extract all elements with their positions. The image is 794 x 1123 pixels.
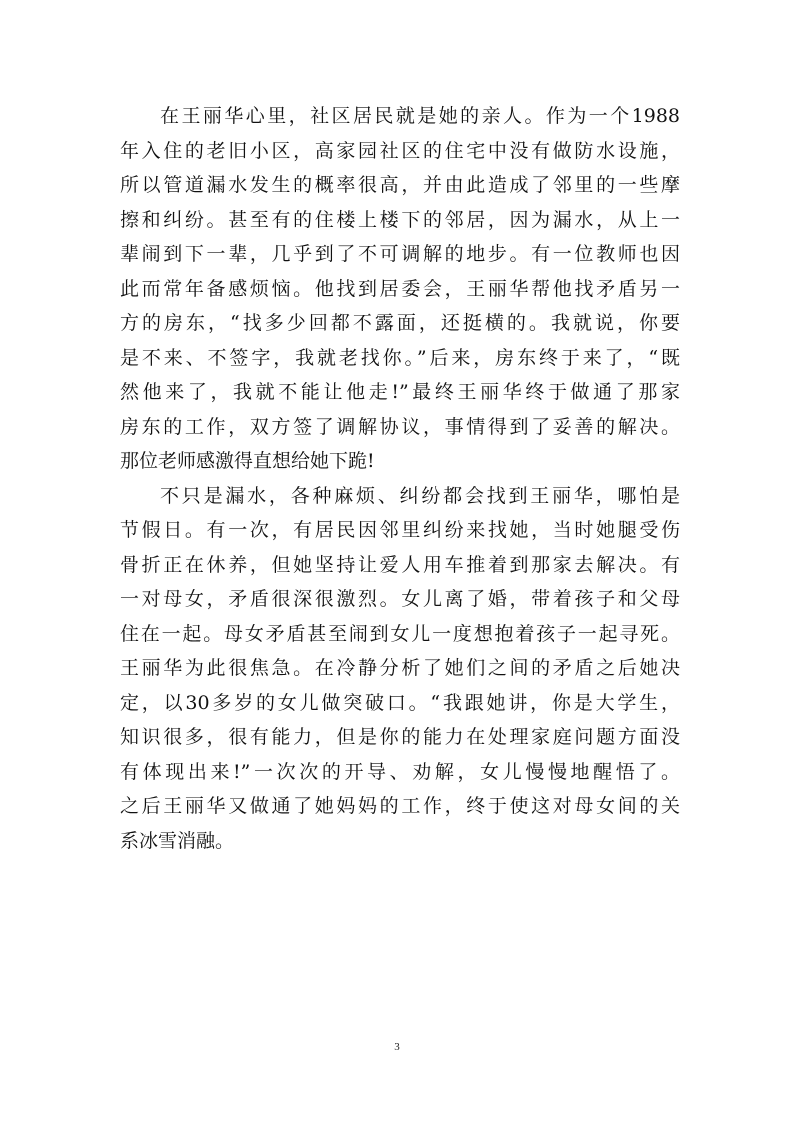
paragraph-2-line-7: 定，以30多岁的女儿做突破口。“我跟她讲，你是大学生，	[120, 691, 680, 714]
paragraph-1-line-2: 年入住的老旧小区，高家园社区的住宅中没有做防水设施，	[120, 139, 680, 162]
paragraph-2-line-8: 知识很多，很有能力，但是你的能力在处理家庭问题方面没	[120, 726, 680, 748]
paragraph-1-line-10: 房东的工作，双方签了调解协议，事情得到了妥善的解决。	[120, 415, 680, 438]
paragraph-1-line-11: 那位老师感激得直想给她下跪!	[120, 450, 375, 472]
paragraph-1-line-4: 擦和纠纷。甚至有的住楼上楼下的邻居，因为漏水，从上一	[120, 208, 680, 231]
paragraph-2-line-2: 节假日。有一次，有居民因邻里纠纷来找她，当时她腿受伤	[120, 519, 680, 541]
paragraph-2-line-10: 之后王丽华又做通了她妈妈的工作，终于使这对母女间的关	[120, 795, 680, 817]
page-number: 3	[394, 1041, 400, 1053]
paragraph-1-line-7: 方的房东，“找多少回都不露面，还挺横的。我就说，你要	[120, 312, 680, 334]
paragraph-1-line-9: 然他来了，我就不能让他走!”最终王丽华终于做通了那家	[120, 381, 680, 403]
paragraph-1-line-1: 在王丽华心里，社区居民就是她的亲人。作为一个1988	[160, 105, 680, 127]
paragraph-2-line-1: 不只是漏水，各种麻烦、纠纷都会找到王丽华，哪怕是	[160, 484, 680, 507]
paragraph-1-line-5: 辈闹到下一辈，几乎到了不可调解的地步。有一位教师也因	[120, 243, 680, 265]
paragraph-2-line-9: 有体现出来!”一次次的开导、劝解，女儿慢慢地醒悟了。	[120, 760, 680, 783]
paragraph-2-line-5: 住在一起。母女矛盾甚至闹到女儿一度想抱着孩子一起寻死。	[120, 622, 680, 645]
paragraph-2-line-3: 骨折正在休养，但她坚持让爱人用车推着到那家去解决。有	[120, 553, 680, 576]
paragraph-1-line-6: 此而常年备感烦恼。他找到居委会，王丽华帮他找矛盾另一	[120, 277, 680, 300]
paragraph-2-line-4: 一对母女，矛盾很深很激烈。女儿离了婚，带着孩子和父母	[120, 588, 680, 610]
paragraph-1-line-8: 是不来、不签字，我就老找你。”后来，房东终于来了，“既	[120, 346, 680, 369]
paragraph-1-line-3: 所以管道漏水发生的概率很高，并由此造成了邻里的一些摩	[120, 174, 680, 196]
paragraph-2-line-11: 系冰雪消融。	[120, 829, 235, 852]
body-text	[120, 99, 680, 858]
paragraph-2-line-6: 王丽华为此很焦急。在冷静分析了她们之间的矛盾之后她决	[120, 657, 680, 679]
